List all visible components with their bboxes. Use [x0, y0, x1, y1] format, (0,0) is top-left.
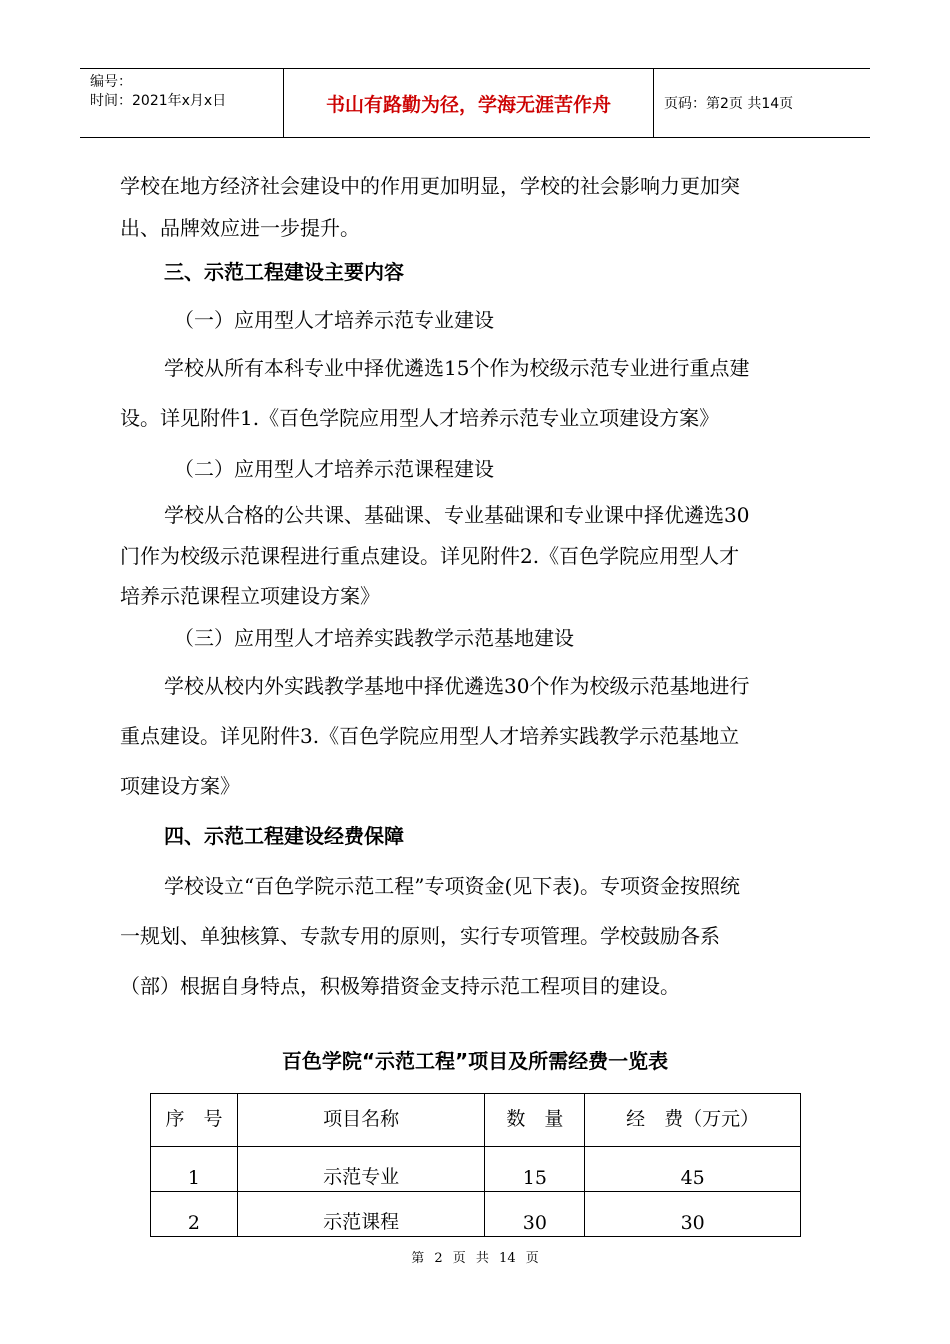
table-row [151, 1192, 801, 1237]
subsection-heading-1: （一）应用型人才培养示范专业建设 [174, 308, 494, 332]
table-cell: 示范专业 [237, 1147, 485, 1192]
table-cell: 45 [585, 1147, 801, 1192]
section-heading-3: 三、示范工程建设主要内容 [164, 260, 404, 284]
column-header: 经 费（万元） [585, 1094, 801, 1147]
header-motto: 书山有路勤为径，学海无涯苦作舟 [283, 69, 654, 137]
paragraph-line: 学校从合格的公共课、基础课、专业基础课和专业课中择优遴选30 [164, 503, 750, 527]
column-header: 项目名称 [237, 1094, 485, 1147]
page-header [80, 68, 870, 138]
paragraph-line: 出、品牌效应进一步提升。 [120, 216, 360, 240]
page-footer: 第 2 页 共 14 页 [411, 1251, 539, 1266]
column-header: 数 量 [485, 1094, 585, 1147]
paragraph-line: 培养示范课程立项建设方案》 [120, 584, 380, 608]
paragraph-line: 门作为校级示范课程进行重点建设。详见附件2.《百色学院应用型人才 [120, 544, 740, 568]
header-page-info: 页码：第2页 共14页 [664, 96, 794, 112]
paragraph-line: 设。详见附件1.《百色学院应用型人才培养示范专业立项建设方案》 [120, 406, 720, 430]
fee-table [150, 1093, 801, 1237]
paragraph-line: 学校从校内外实践教学基地中择优遴选30个作为校级示范基地进行 [164, 674, 750, 698]
table-cell: 1 [151, 1147, 238, 1192]
paragraph-line: 学校从所有本科专业中择优遴选15个作为校级示范专业进行重点建 [164, 356, 750, 380]
table-header-row [151, 1094, 801, 1147]
table-cell: 2 [151, 1192, 238, 1237]
document-date: 时间：2021年x月x日 [90, 93, 227, 109]
table-cell: 30 [485, 1192, 585, 1237]
subsection-heading-2: （二）应用型人才培养示范课程建设 [174, 457, 494, 481]
paragraph-line: 一规划、单独核算、专款专用的原则，实行专项管理。学校鼓励各系 [120, 924, 720, 948]
table-cell: 30 [585, 1192, 801, 1237]
section-heading-4: 四、示范工程建设经费保障 [164, 824, 404, 848]
column-header: 序 号 [151, 1094, 238, 1147]
table-title: 百色学院“示范工程”项目及所需经费一览表 [281, 1049, 669, 1073]
table-row [151, 1147, 801, 1192]
paragraph-line: 学校设立“百色学院示范工程”专项资金(见下表)。专项资金按照统 [164, 874, 741, 898]
paragraph-line: 学校在地方经济社会建设中的作用更加明显，学校的社会影响力更加突 [120, 174, 740, 198]
paragraph-line: 重点建设。详见附件3.《百色学院应用型人才培养实践教学示范基地立 [120, 724, 740, 748]
header-meta [80, 69, 283, 137]
document-number: 编号： [90, 74, 132, 90]
table-cell: 15 [485, 1147, 585, 1192]
paragraph-line: （部）根据自身特点，积极筹措资金支持示范工程项目的建设。 [120, 974, 680, 998]
paragraph-line: 项建设方案》 [120, 774, 240, 798]
table-cell: 示范课程 [237, 1192, 485, 1237]
subsection-heading-3: （三）应用型人才培养实践教学示范基地建设 [174, 626, 574, 650]
